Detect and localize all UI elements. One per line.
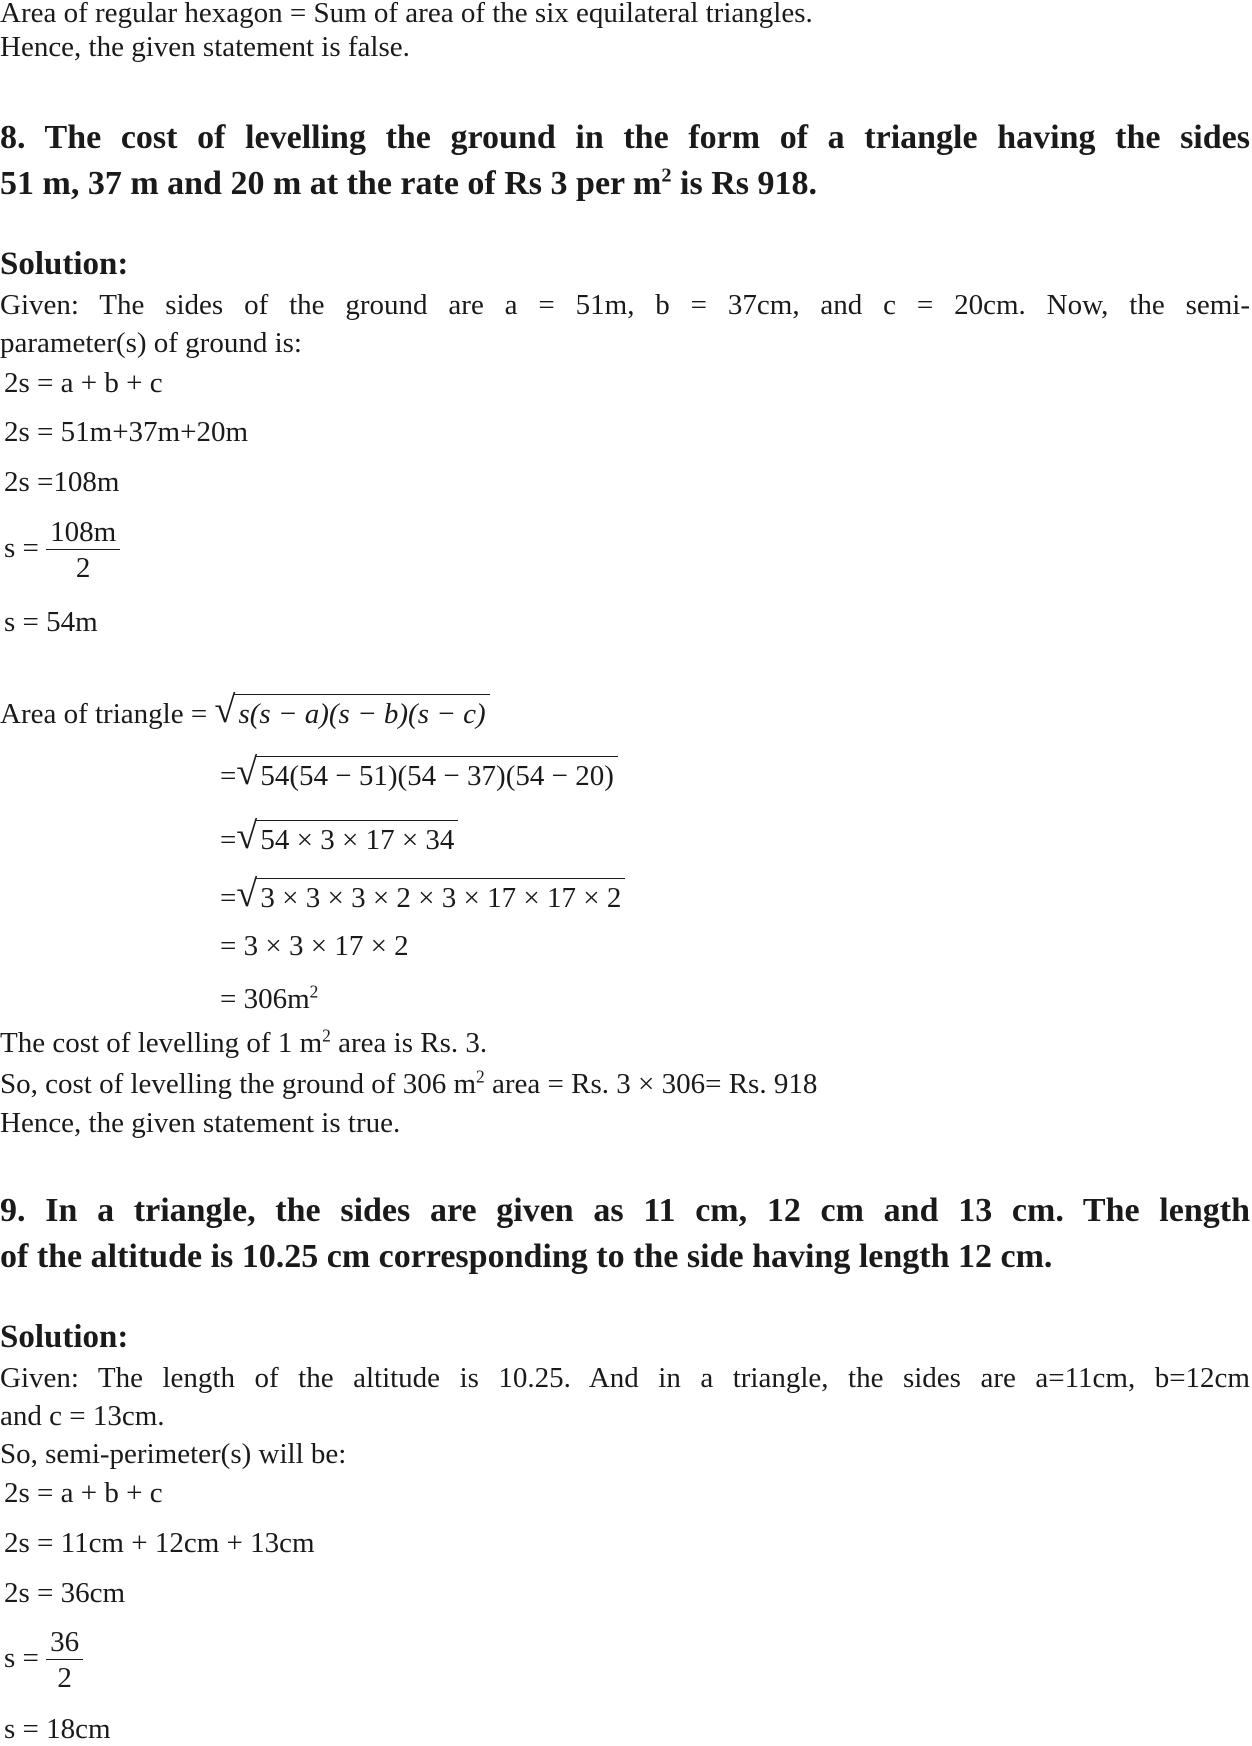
eq9-perimeter-sum: 2s = 36cm [4, 1577, 126, 1609]
eq8-semi-perimeter-fraction: s = $\frac{108m}{2}$ [4, 515, 120, 586]
eq8-perimeter-sum: 2s =108m [4, 466, 120, 498]
given-line-8-1: Given: The sides of the ground are a = 51m, b = 37cm, and c = 20cm. Now, the semi- [0, 289, 1250, 321]
given-line-9-2: and c = 13cm. [0, 1400, 165, 1432]
question-8-line-2: 51 m, 37 m and 20 m at the rate of Rs 3 per $m^2$ is Rs 918. [0, 164, 818, 202]
eq9-semi-perimeter-fraction: s = $\frac{36}{2}$ [4, 1625, 83, 1696]
sqrt-step-2: √ 54 × 3 × 17 × 34 [236, 820, 458, 857]
sqrt-step-1: √ 54(54 − 51)(54 − 37)(54 − 20) [236, 756, 618, 793]
question-9-line-1: 9. In a triangle, the sides are given as 11 cm, 12 cm and 13 cm. The length [0, 1192, 1250, 1229]
fraction-108-over-2: $\frac{108m}{2}$ [46, 515, 120, 586]
eq9-perimeter-formula: 2s = a + b + c [4, 1477, 163, 1509]
eq8-semi-perimeter-result: s = 54m [4, 606, 98, 638]
total-cost-line: So, cost of levelling the ground of 306 $m^2$ area = Rs. 3 × 306= Rs. 918 [0, 1066, 818, 1100]
eq9-semi-perimeter-result: s = 18cm [4, 1713, 111, 1745]
eq9-perimeter-values: 2s = 11cm + 12cm + 13cm [4, 1527, 315, 1559]
question-9-heading [0, 1188, 1250, 1280]
area-step-1: = √ 54(54 − 51)(54 − 37)(54 − 20) [220, 756, 618, 793]
fraction-36-over-2: $\frac{36}{2}$ [46, 1625, 83, 1696]
solution-label-9: Solution: [0, 1319, 129, 1355]
sqrt-step-3: √ 3 × 3 × 3 × 2 × 3 × 17 × 17 × 2 [236, 878, 625, 915]
cost-per-unit-line: The cost of levelling of 1 $m^2$ area is Rs. 3. [0, 1025, 488, 1059]
given-line-8-2: parameter(s) of ground is: [0, 327, 302, 359]
hexagon-area-line: Area of regular hexagon = Sum of area of the six equilateral triangles. [0, 0, 813, 29]
eq8-perimeter-values: 2s = 51m+37m+20m [4, 416, 249, 448]
solution-label-8: Solution: [0, 246, 129, 282]
question-9-line-2: of the altitude is 10.25 cm corresponding to the side having length 12 cm. [0, 1238, 1053, 1275]
given-line-9-1: Given: The length of the altitude is 10.25. And in a triangle, the sides are a=11cm, b=12cm [0, 1362, 1250, 1394]
area-step-4: = 3 × 3 × 17 × 2 [220, 930, 409, 962]
true-conclusion-line: Hence, the given statement is true. [0, 1107, 401, 1139]
area-step-2: = √ 54 × 3 × 17 × 34 [220, 820, 458, 857]
false-conclusion-line: Hence, the given statement is false. [0, 31, 410, 63]
question-8-heading [0, 115, 1250, 207]
eq8-perimeter-formula: 2s = a + b + c [4, 367, 163, 399]
question-8-line-1: 8. The cost of levelling the ground in the form of a triangle having the sides [0, 119, 1250, 156]
sqrt-heron-formula: √ s(s − a)(s − b)(s − c) [214, 694, 489, 731]
area-of-triangle-formula: Area of triangle = √ s(s − a)(s − b)(s − c) [0, 694, 490, 731]
area-step-3: = √ 3 × 3 × 3 × 2 × 3 × 17 × 17 × 2 [220, 878, 625, 915]
given-line-9-3: So, semi-perimeter(s) will be: [0, 1438, 347, 1470]
area-result: = $306m^2$ [220, 981, 319, 1015]
